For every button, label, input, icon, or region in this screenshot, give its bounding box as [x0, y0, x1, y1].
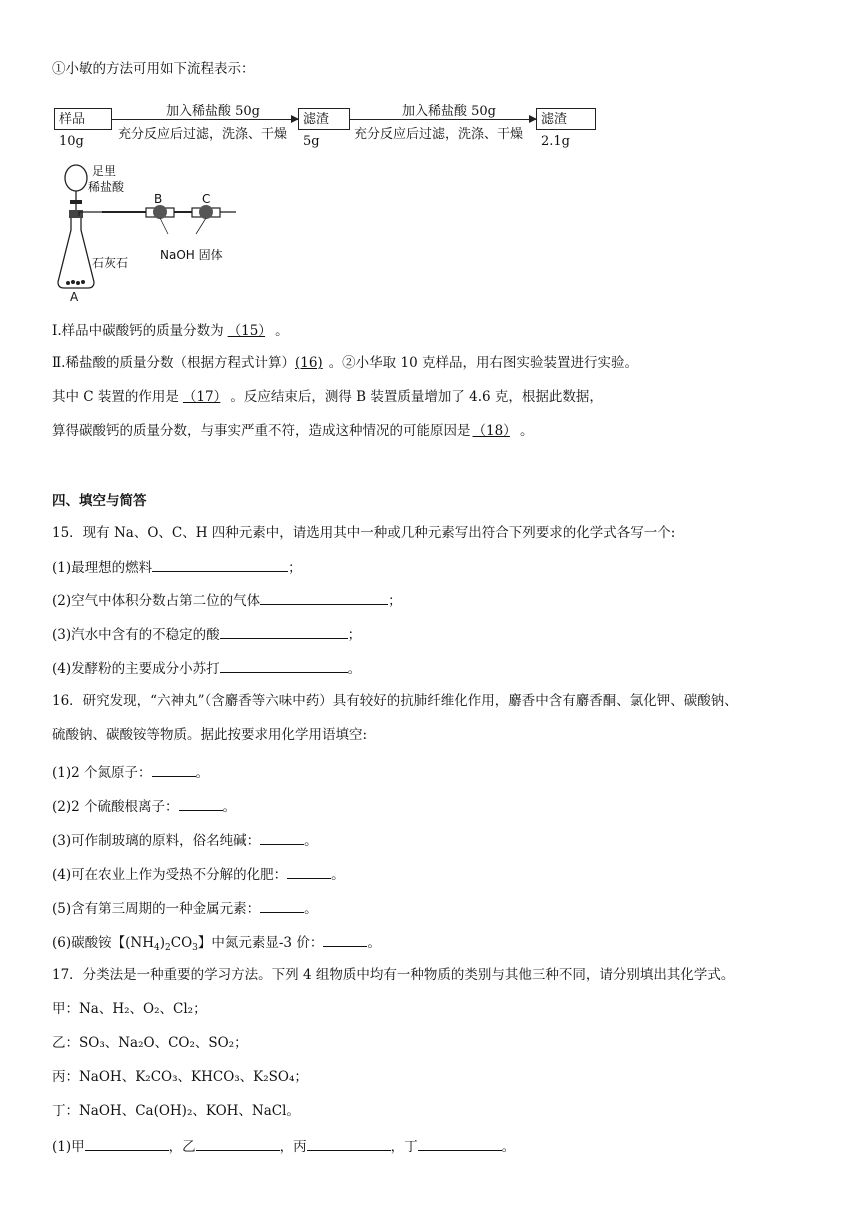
q16-item-6-blank	[323, 932, 367, 947]
q15-stem: 15．现有 Na、O、C、H 四种元素中，请选用其中一种或几种元素写出符合下列要求的化学式各写一个:	[52, 525, 676, 541]
q17-ans-yi: ，乙	[168, 1139, 196, 1155]
q14-c-pre: 其中 C 装置的作用是	[52, 389, 179, 405]
q16-item-5-end: 。	[304, 901, 318, 917]
q16-stem-1: 16．研究发现，“六神丸”（含麝香等六味中药）具有较好的抗肺纤维化作用，麝香中含有麝香酮、氯化钾、碳酸钠、	[52, 693, 738, 709]
q17-blank-jia	[85, 1136, 169, 1151]
apparatus-acid-label2: 稀盐酸	[88, 180, 125, 194]
q16-item-5-blank	[260, 898, 304, 913]
flow-residue1-box: 滤渣 5g	[298, 108, 350, 130]
q14-line-ii	[52, 354, 638, 372]
intro-text: ①小敏的方法可用如下流程表示：	[52, 61, 255, 77]
q14-line-i	[52, 322, 289, 340]
q16-item-2-blank	[179, 796, 223, 811]
q17-stem: 17．分类法是一种重要的学习方法。下列 4 组物质中均有一种物质的类别与其他三种不同，请分别填出其化学式。	[52, 967, 735, 983]
q16-item-4-blank	[287, 864, 331, 879]
q14-line-c	[52, 388, 603, 406]
q14-blank-17: （17）	[182, 389, 221, 405]
q17-blank-ding	[418, 1136, 502, 1151]
section-4-heading: 四、填空与简答	[52, 493, 147, 509]
q16-item-4-text: (4)可在农业上作为受热不分解的化肥：	[52, 867, 288, 883]
q14-blank-16: (16)	[294, 355, 323, 371]
q17-ans-ding: ，丁	[390, 1139, 418, 1155]
apparatus-acid-label: 足里	[92, 164, 117, 178]
q17-group-ding: 丁：NaOH、Ca(OH)₂、KOH、NaCl。	[52, 1103, 300, 1119]
q16-item-4	[52, 864, 345, 884]
q17-ans-end: 。	[501, 1139, 516, 1155]
q15-item-4-blank	[220, 658, 348, 673]
q14-i-pre: Ⅰ.样品中碳酸钙的质量分数为	[52, 323, 224, 339]
q17-answer-line	[52, 1136, 515, 1156]
q15-item-1-blank	[152, 557, 288, 572]
q16-item-6	[52, 932, 381, 952]
q15-item-3	[52, 624, 361, 644]
q14-line-d	[52, 422, 533, 440]
q16-stem-2: 硫酸钠、碳酸铵等物质。据此按要求用化学用语填空:	[52, 727, 368, 743]
q15-item-2	[52, 590, 402, 610]
flow-sample-box: 样品 10g	[54, 108, 112, 130]
q17-blank-bing	[307, 1136, 391, 1151]
apparatus-solid-label: NaOH 固体	[160, 248, 223, 262]
apparatus-stone-label: 石灰石	[92, 256, 129, 270]
q16-item-6-sub1: 4	[153, 943, 160, 953]
q16-item-3-blank	[260, 830, 304, 845]
q16-item-3-end: 。	[304, 833, 318, 849]
q17-group-jia: 甲：Na、H₂、O₂、Cl₂；	[52, 1001, 207, 1017]
q17-ans-bing: ，丙	[279, 1139, 307, 1155]
q15-item-3-blank	[220, 624, 348, 639]
q17-group-yi: 乙：SO₃、Na₂O、CO₂、SO₂；	[52, 1035, 248, 1051]
q16-item-6-mid: )	[159, 935, 165, 951]
q15-item-2-text: (2)空气中体积分数占第二位的气体	[52, 593, 261, 609]
q14-ii-post: 。②小华取 10 克样品，用右图实验装置进行实验。	[328, 355, 638, 371]
q14-i-post: 。	[275, 323, 289, 339]
apparatus-drawing	[56, 158, 256, 308]
flow-residue2-box: 滤渣 2.1g	[536, 108, 596, 130]
q16-item-3	[52, 830, 318, 850]
q17-ans-jia: (1)甲	[52, 1139, 85, 1155]
q15-item-4-text: (4)发酵粉的主要成分小苏打	[52, 661, 220, 677]
flow-arrow-1	[112, 119, 298, 120]
flow-step2-bottom: 充分反应后过滤，洗涤、干燥	[354, 127, 524, 142]
q14-ii-pre: Ⅱ.稀盐酸的质量分数（根据方程式计算）	[52, 355, 295, 371]
q15-item-1	[52, 557, 302, 577]
q14-d-pre: 算得碳酸钙的质量分数，与事实严重不符，造成这种情况的可能原因是	[52, 423, 471, 439]
q16-item-1-end: 。	[195, 765, 210, 781]
q16-item-2-text: (2)2 个硫酸根离子：	[52, 799, 179, 815]
flow-step1-bottom: 充分反应后过滤，洗涤、干燥	[118, 127, 288, 142]
q15-item-1-text: (1)最理想的燃料	[52, 560, 153, 576]
q16-item-2	[52, 796, 236, 816]
q14-blank-18: （18）	[472, 423, 510, 439]
q16-item-1-text: (1)2 个氮原子：	[52, 765, 152, 781]
q15-item-4-end: 。	[347, 661, 362, 677]
q14-blank-15: （15）	[227, 323, 266, 339]
q15-item-2-end: ；	[388, 593, 402, 609]
q16-item-6-co: CO	[170, 935, 193, 951]
q17-blank-yi	[196, 1136, 280, 1151]
q14-d-post: 。	[519, 423, 534, 439]
apparatus-c-label: C	[202, 192, 211, 206]
q16-item-2-end: 。	[222, 799, 237, 815]
q16-item-5-text: (5)含有第三周期的一种金属元素：	[52, 901, 261, 917]
q16-item-5	[52, 898, 318, 918]
flow-step1-top: 加入稀盐酸 50g	[166, 104, 260, 119]
q16-item-6-pre: (6)碳酸铵【(NH	[52, 935, 154, 951]
q16-item-6-sub3: 3	[192, 943, 198, 953]
q16-item-6-sub2: 2	[165, 943, 171, 953]
q16-item-1-blank	[152, 762, 196, 777]
apparatus-b-label: B	[154, 192, 163, 206]
apparatus-a-label: A	[70, 290, 79, 304]
q14-c-post: 。反应结束后，测得 B 装置质量增加了 4.6 克，根据此数据，	[230, 389, 603, 405]
q17-group-bing: 丙：NaOH、K₂CO₃、KHCO₃、K₂SO₄；	[52, 1069, 308, 1085]
q16-item-3-text: (3)可作制玻璃的原料，俗名纯碱：	[52, 833, 261, 849]
apparatus-figure	[56, 158, 256, 312]
q15-item-3-text: (3)汽水中含有的不稳定的酸	[52, 627, 220, 643]
q16-item-6-end: 。	[367, 935, 381, 951]
q15-item-2-blank	[260, 590, 388, 605]
flow-step2-top: 加入稀盐酸 50g	[402, 104, 496, 119]
q16-item-4-end: 。	[331, 867, 345, 883]
q15-item-1-end: ；	[288, 560, 302, 576]
q15-item-4	[52, 658, 361, 678]
q16-item-6-post: 】中氮元素显-3 价：	[197, 935, 324, 951]
q16-item-1	[52, 762, 209, 782]
q15-item-3-end: ；	[347, 627, 362, 643]
flow-arrow-2	[350, 119, 536, 120]
